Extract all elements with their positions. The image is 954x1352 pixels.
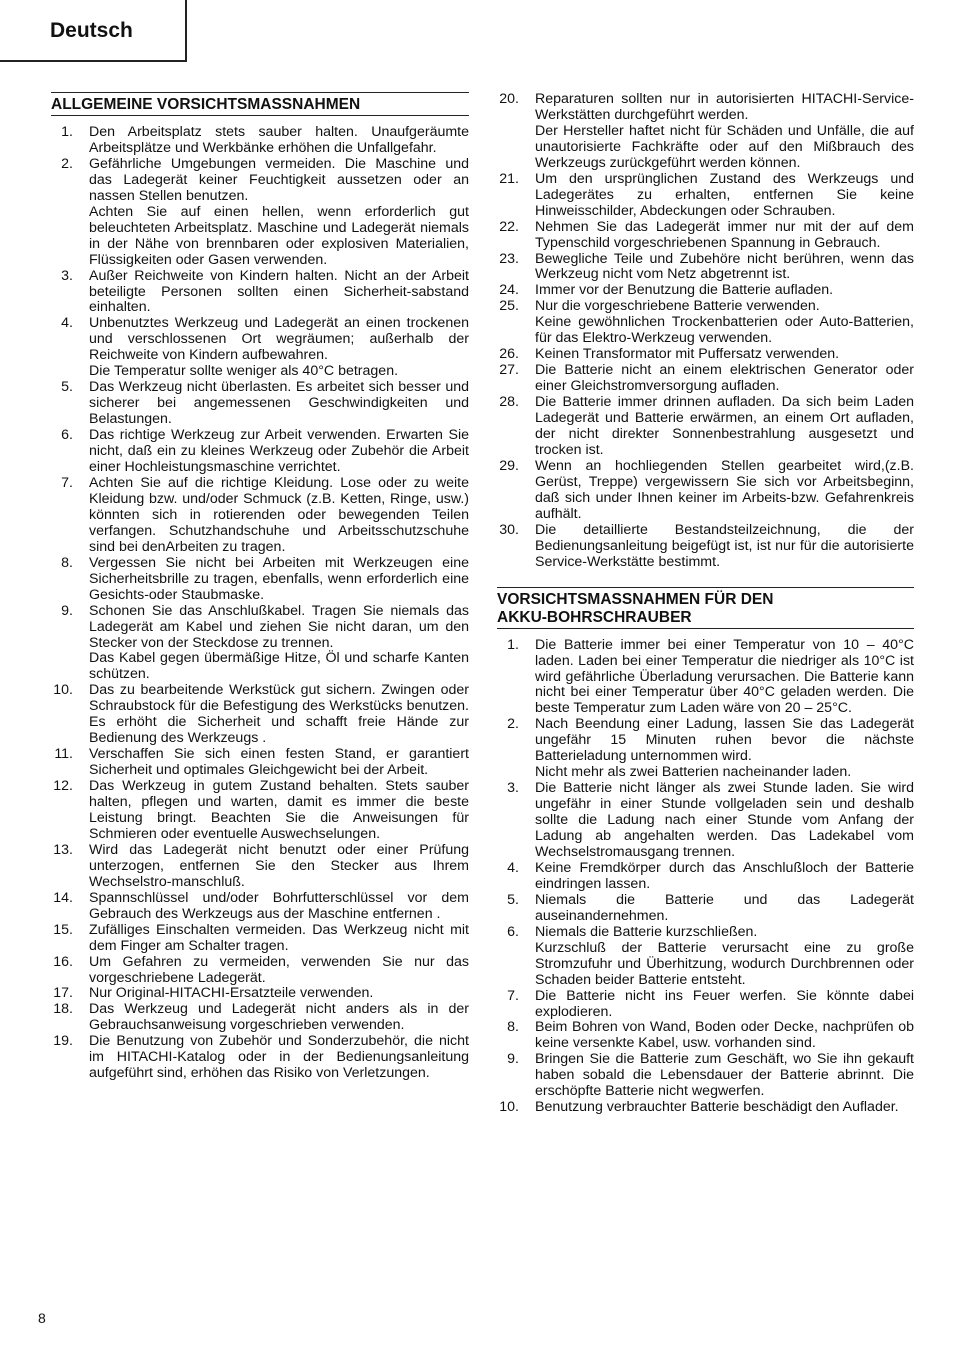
item-text: Bringen Sie die Batterie zum Geschäft, wo Sie ihn gekauft haben sobald die Lebensdauer der Batterie abrinnt. Die erschöpfte Batterie nicht wegwerfen. [535,1051,914,1100]
item-number: 7. [507,987,519,1004]
list-item [497,781,914,861]
item-number: 26. [499,346,519,363]
item-text: Das zu bearbeitende Werkstück gut sichern. Zwingen oder Schraubstock für die Befestigung des Werkstücks benutzen. Es erhöht die Sicherheit und schafft freie Hände zur Bedienung des Werkzeugs . [89,682,469,747]
item-text: Gefährliche Umgebungen vermeiden. Die Maschine und das Ladegerät keiner Feuchtigkeit aussetzen oder an nassen Stellen benutzen. [89,155,469,204]
item-number: 8. [507,1019,519,1036]
item-number: 12. [53,778,73,795]
item-number: 4. [507,859,519,876]
item-number: 1. [61,124,73,140]
item-number: 19. [53,1033,73,1050]
list-item [497,1020,914,1052]
item-text: Den Arbeitsplatz stets sauber halten. Unaufgeräumte Arbeitsplätze und Werkbänke erhöhen die Unfallgefahr. [89,124,469,156]
general-precautions-list-continued [497,92,914,571]
list-item [497,363,914,395]
item-number: 27. [499,362,519,379]
right-column [497,92,914,1116]
item-text: Um Gefahren zu vermeiden, verwenden Sie nur das vorgeschriebene Ladegerät. [89,953,469,986]
item-number: 5. [507,891,519,908]
item-text: Nur die vorgeschriebene Batterie verwenden. [535,298,820,315]
item-number: 30. [499,521,519,538]
item-text: Keine gewöhnlichen Trockenbatterien oder Auto-Batterien, für das Elektro-Werkzeug verwenden. [535,314,914,347]
item-number: 10. [53,682,73,699]
item-text: Keine Fremdkörper durch das Anschlußloch der Batterie eindringen lassen. [535,859,914,892]
item-number: 14. [53,889,73,906]
item-text: Das Werkzeug in gutem Zustand behalten. Stets sauber halten, pflegen und warten, damit es immer die beste Leistung bringt. Beachten Sie die Anweisungen für Schmieren oder eventuelle Auswechselungen. [89,778,469,842]
item-text: Das richtige Werkzeug zur Arbeit verwenden. Erwarten Sie nicht, daß ein zu kleines Werkzeug oder Zubehör die Arbeit einer Hochleistungsmaschine verrichtet. [89,427,469,476]
list-item [497,252,914,284]
list-item [497,459,914,523]
list-item [51,476,469,556]
item-text: Der Hersteller haftet nicht für Schäden und Unfälle, die auf unautorisierte Fachkräfte oder auf den Mißbrauch des Werkzeugs zurückgeführt werden können. [535,122,914,171]
left-column [51,92,469,1082]
item-text: Verschaffen Sie sich einen festen Stand, er garantiert Sicherheit und optimales Gleichgewicht bei der Arbeit. [89,746,469,779]
item-text: Reparaturen sollten nur in autorisierten HITACHI-Service-Werkstätten durchgeführt werden. [535,91,914,123]
item-number: 28. [499,394,519,411]
item-number: 25. [499,298,519,315]
page-number: 8 [38,1310,46,1326]
list-item [51,269,469,317]
item-number: 15. [53,921,73,938]
list-item [51,380,469,428]
item-text: Vergessen Sie nicht bei Arbeiten mit Werkzeugen eine Sicherheitsbrille zu tragen, ebenfalls, wenn erforderlich eine Gesichts-oder Staubmaske. [89,554,469,603]
list-item [51,923,469,955]
item-text: Die Batterie nicht ins Feuer werfen. Sie könnte dabei explodieren. [535,987,914,1020]
list-item [51,683,469,747]
item-number: 8. [61,554,73,571]
drill-precautions-list [497,638,914,1117]
list-item [497,220,914,252]
item-text: Nur Original-HITACHI-Ersatzteile verwenden. [89,985,374,1002]
list-item [497,283,914,299]
section-title-drill: VORSICHTSMASSNAHMEN FÜR DEN AKKU-BOHRSCHRAUBER [497,587,914,629]
item-text: Nicht mehr als zwei Batterien nacheinander laden. [535,764,852,781]
item-text: Die Batterie immer bei einer Temperatur von 10 – 40°C laden. Laden bei einer Temperatur die niedriger als 10°C ist wird gefährliche Überladung verursachen. Die Batterie kann nicht bei einer Temperatur über 40°C geladen werden. Die beste Temperatur zum Laden wäre von 20 – 25°C. [535,636,914,717]
section-title-general: ALLGEMEINE VORSICHTSMASSNAHMEN [51,92,469,116]
list-item [497,893,914,925]
item-number: 2. [61,155,73,172]
item-number: 7. [61,474,73,491]
list-item [497,925,914,989]
list-item [51,779,469,843]
item-text: Wird das Ladegerät nicht benutzt oder einer Prüfung unterzogen, entfernen Sie den Stecker aus Ihrem Wechselstro-manschluß. [89,841,469,890]
list-item [51,1034,469,1082]
item-text: Die Batterie nicht an einem elektrischen Generator oder einer Gleichstromversorgung aufladen. [535,362,914,395]
item-text: Außer Reichweite von Kindern halten. Nicht an der Arbeit beteiligte Personen sollten einen Sicherheit-sabstand einhalten. [89,267,469,316]
item-text: Um den ursprünglichen Zustand des Werkzeugs und Ladegerätes zu erhalten, entfernen Sie keine Hinweisschilder, Abdeckungen oder Schrauben. [535,170,914,219]
list-item [51,986,469,1002]
list-item [497,299,914,347]
list-item [497,172,914,220]
item-text: Benutzung verbrauchter Batterie beschädigt den Auflader. [535,1099,899,1116]
list-item [497,717,914,781]
list-item [497,395,914,459]
list-item [51,157,469,269]
item-number: 4. [61,315,73,332]
item-text: Kurzschluß der Batterie verursacht eine zu große Stromzufuhr und Überhitzung, wodurch Durchbrennen oder Schaden beider Batterie entsteht. [535,939,914,988]
item-number: 13. [53,841,73,858]
general-precautions-list [51,125,469,1082]
item-text: Das Kabel gegen übermäßige Hitze, Öl und scharfe Kanten schützen. [89,650,469,683]
list-item [51,955,469,987]
item-text: Unbenutztes Werkzeug und Ladegerät an einen trockenen und verschlossenen Ort wegräumen; außerhalb der Reichweite von Kindern aufbewahren. [89,315,469,364]
list-item [51,843,469,891]
list-item [51,891,469,923]
item-number: 3. [507,780,519,797]
item-text: Die Batterie immer drinnen aufladen. Da sich beim Laden Ladegerät und Batterie erwärmen, an einem Ort aufladen, der nicht direkter Sonnenbestrahlung ausgesetzt und trocken ist. [535,394,914,458]
list-item [51,556,469,604]
item-number: 1. [507,636,519,653]
list-item [51,125,469,157]
item-text: Nach Beendung einer Ladung, lassen Sie das Ladegerät ungefähr 15 Minuten ruhen bevor die nächste Batterieladung unternommen wird. [535,716,914,765]
item-number: 9. [61,602,73,619]
language-tab [0,0,187,62]
item-text: Achten Sie auf die richtige Kleidung. Lose oder zu weite Kleidung bzw. und/oder Schmuck (z.B. Ketten, Ringe, usw.) könnten sich in rotierenden oder bewegenden Teilen verfangen. Schutzhandschuhe und Arbeitsschutzschuhe sind bei denArbeiten zu tragen. [89,474,469,555]
item-number: 11. [54,746,73,763]
item-text: Das Werkzeug nicht überlasten. Es arbeitet sich besser und sicherer bei angemessenen Geschwindigkeiten und Belastungen. [89,379,469,428]
list-item [51,1002,469,1034]
list-item [497,92,914,172]
item-number: 20. [499,91,519,107]
item-text: Bewegliche Teile und Zubehöre nicht berühren, wenn das Werkzeug nicht vom Netz abgetrennt ist. [535,250,914,283]
item-number: 6. [61,427,73,444]
list-item [497,861,914,893]
item-text: Die Temperatur sollte weniger als 40°C betragen. [89,363,399,380]
item-text: Immer vor der Benutzung die Batterie aufladen. [535,282,834,299]
item-number: 17. [53,985,73,1002]
item-text: Die Benutzung von Zubehör und Sonderzubehör, die nicht im HITACHI-Katalog oder in der Bedienungsanleitung aufgeführt sind, erhöhen das Risiko von Verletzungen. [89,1033,469,1082]
item-text: Wenn an hochliegenden Stellen gearbeitet wird,(z.B. Gerüst, Treppe) vergewissern Sie sich vor Arbeitsbeginn, daß sich under Ihnen keiner im Arbeits-bzw. Gefahrenkreis aufhält. [535,457,914,522]
item-text: Niemals die Batterie kurzschließen. [535,923,758,940]
item-number: 5. [61,379,73,396]
item-number: 22. [499,218,519,235]
list-item [497,638,914,718]
item-number: 2. [507,716,519,733]
item-text: Nehmen Sie das Ladegerät immer nur mit der auf dem Typenschild vorgeschriebenen Spannung in Gebrauch. [535,218,914,251]
item-text: Beim Bohren von Wand, Boden oder Decke, nachprüfen ob keine versenkte Kabel, usw. vorhanden sind. [535,1019,914,1052]
list-item [497,523,914,571]
list-item [497,1100,914,1116]
list-item [51,316,469,380]
list-item [497,1052,914,1100]
item-text: Die Batterie nicht länger als zwei Stunde laden. Sie wird ungefähr in einer Stunde vollgeladen sein und deshalb sollte die Ladung nach einer Stunde vom Anfang der Ladung ab angehalten werden. Das Ladekabel vom Wechselstromausgang trennen. [535,780,914,860]
item-number: 16. [53,953,73,970]
list-item [51,428,469,476]
item-number: 21. [499,170,519,187]
item-number: 3. [61,267,73,284]
item-text: Keinen Transformator mit Puffersatz verwenden. [535,346,840,363]
item-text: Die detaillierte Bestandsteilzeichnung, die der Bedienungsanleitung beigefügt ist, ist nur für die autorisierte Service-Werkstätte bestimmt. [535,521,914,570]
item-text: Spannschlüssel und/oder Bohrfutterschlüssel vor dem Gebrauch des Werkzeugs aus der Maschine entfernen . [89,889,469,922]
item-number: 6. [507,923,519,940]
list-item [497,989,914,1021]
item-text: Niemals die Batterie und das Ladegerät auseinandernehmen. [535,891,914,924]
item-number: 10. [499,1099,519,1116]
item-text: Das Werkzeug und Ladegerät nicht anders als in der Gebrauchsanweisung vorgeschrieben verwenden. [89,1001,469,1034]
item-number: 18. [53,1001,73,1018]
list-item [51,747,469,779]
language-label: Deutsch [50,19,133,42]
list-item [497,347,914,363]
item-text: Zufälliges Einschalten vermeiden. Das Werkzeug nicht mit dem Finger am Schalter tragen. [89,921,469,954]
item-text: Achten Sie auf einen hellen, wenn erforderlich gut beleuchteten Arbeitsplatz. Maschine und Ladegerät niemals in der Nähe von brennbaren oder explosiven Materialien, Flüssigkeiten oder Gasen verwenden. [89,203,469,268]
item-number: 24. [499,282,519,299]
item-text: Schonen Sie das Anschlußkabel. Tragen Sie niemals das Ladegerät am Kabel und ziehen Sie nicht daran, um den Stecker von der Steckdose zu trennen. [89,602,469,651]
item-number: 29. [499,457,519,474]
item-number: 23. [499,250,519,267]
item-number: 9. [507,1051,519,1068]
list-item [51,604,469,684]
